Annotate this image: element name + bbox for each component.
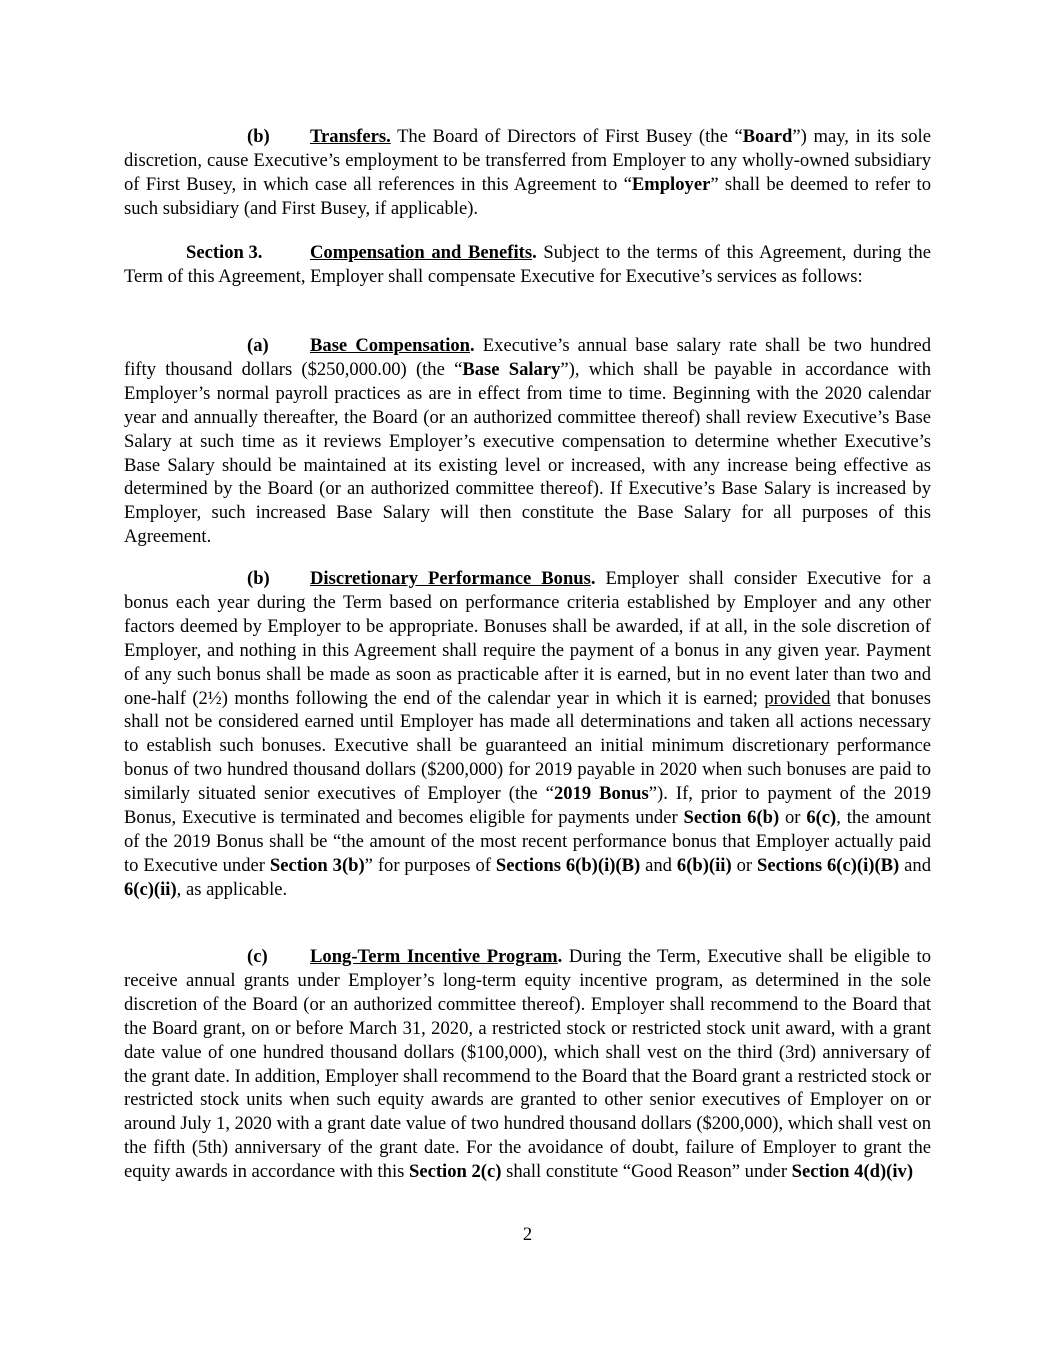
section-3-paragraph: Section 3. Compensation and Benefits. Subject to the terms of this Agreement, during the Term of this Agreement, Employer shall compensate Executive for Executive’s services as follows:: [124, 242, 931, 287]
paragraph-performance-bonus: (b) Discretionary Performance Bonus. Employer shall consider Executive for a bonus each year during the Term based on performance criteria established by Employer and any other factors deemed by Employer to be appropriate. Bonuses shall be awarded, if at all, in the sole discretion of Employer, and nothing in this Agreement shall require the payment of a bonus in any given year. Payment of any such bonus shall be made as soon as practicable after it is earned, but in no event later than two and one-half (2½) months following the end of the calendar year in which it is earned; provided that bonuses shall not be considered earned until Employer has made all determinations and taken all actions necessary to establish such bonuses. Executive shall be guaranteed an initial minimum discretionary performance bonus of two hundred thousand dollars ($200,000) for 2019 payable in 2020 when such bonuses are paid to similarly situated senior executives of Employer (the “2019 Bonus”). If, prior to payment of the 2019 Bonus, Executive is terminated and becomes eligible for payments under Section 6(b) or 6(c), the amount of the 2019 Bonus shall be “the amount of the most recent performance bonus that Employer actually paid to Executive under Section 3(b)” for purposes of Sections 6(b)(i)(B) and 6(b)(ii) or Sections 6(c)(i)(B) and 6(c)(ii), as applicable.: [124, 568, 932, 900]
paragraph-heading: Long-Term Incentive Program: [310, 946, 558, 967]
paragraph-heading: Transfers.: [310, 126, 391, 147]
section-number: Section 3.: [186, 242, 263, 263]
paragraph-number: (c): [247, 946, 268, 967]
paragraph-transfers: (b) Transfers. The Board of Directors of First Busey (the “Board”) may, in its sole discretion, cause Executive’s employment to be transferred from Employer to any wholly-owned subsidiary of First Busey, in which case all references in this Agreement to “Employer” shall be deemed to refer to such subsidiary (and First Busey, if applicable).: [124, 126, 931, 219]
paragraph-base-compensation: (a) Base Compensation. Executive’s annual base salary rate shall be two hundred fifty thousand dollars ($250,000.00) (the “Base Salary”), which shall be payable in accordance with Employer’s normal payroll practices as are in effect from time to time. Beginning with the 2020 calendar year and annually thereafter, the Board (or an authorized committee thereof) shall review Executive’s Base Salary at such time as it reviews Employer’s executive compensation to determine whether Executive’s Base Salary should be maintained at its existing level or increased, with any increase being effective as determined by the Board (or an authorized committee thereof). If Executive’s Base Salary is increased by Employer, such increased Base Salary will then constitute the Base Salary for all purposes of this Agreement.: [124, 335, 931, 548]
paragraph-long-term-incentive: (c) Long-Term Incentive Program. During the Term, Executive shall be eligible to receive annual grants under Employer’s long-term equity incentive program, as determined in the sole discretion of the Board (or an authorized committee thereof). Employer shall recommend to the Board that the Board grant, on or before March 31, 2020, a restricted stock or restricted stock unit award, with a grant date value of one hundred thousand dollars ($100,000), which shall vest on the third (3rd) anniversary of the grant date. In addition, Employer shall recommend to the Board that the Board grant a restricted stock or restricted stock units when such equity awards are granted to other senior executives of Employer on or around July 1, 2020 with a grant date value of two hundred thousand dollars ($200,000), which shall vest on the fifth (5th) anniversary of the grant date. For the avoidance of doubt, failure of Employer to grant the equity awards in accordance with this Section 2(c) shall constitute “Good Reason” under Section 4(d)(iv): [124, 946, 931, 1183]
paragraph-heading: Base Compensation: [310, 335, 471, 356]
paragraph-number: (b): [247, 126, 270, 147]
paragraph-heading: Discretionary Performance Bonus: [310, 568, 591, 589]
section-heading: Compensation and Benefits: [310, 242, 533, 263]
paragraph-number: (b): [247, 568, 270, 589]
page-number: 2: [522, 1224, 533, 1245]
paragraph-number: (a): [247, 335, 269, 356]
